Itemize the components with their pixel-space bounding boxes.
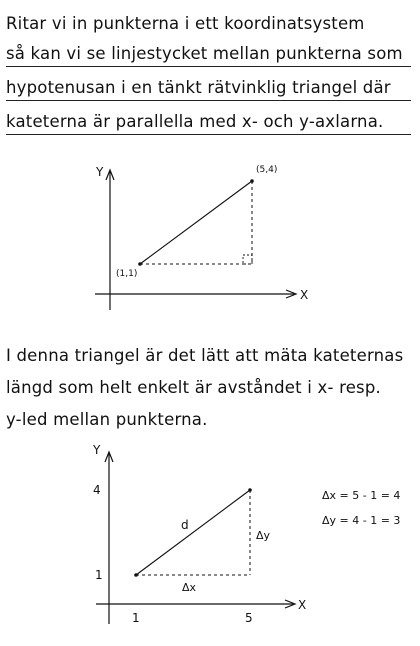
x-axis-label: X [300,288,309,302]
paragraph-2-line-1: I denna triangel är det lätt att mäta kateternas [6,346,404,365]
x-tick-5: 5 [245,611,253,625]
y-axis-label: Y [93,443,101,457]
paragraph-2-line-2: längd som helt enkelt är avståndet i x- resp. [6,378,381,397]
x-tick-1: 1 [132,611,140,625]
paragraph-1-line-2: så kan vi se linjestycket mellan punkterna som [6,44,403,63]
dx-label: Δx [182,581,197,594]
point-b [250,179,254,183]
point-a-label: (1,1) [116,269,138,279]
point-b [248,488,252,492]
paragraph-1-line-1: Ritar vi in punkterna i ett koordinatsystem [6,14,365,33]
paragraph-2-line-3: y-led mellan punkterna. [6,410,208,429]
paragraph-1-line-4: kateterna är parallella med x- och y-axlarna. [6,112,384,131]
point-b-label: (5,4) [256,165,278,175]
paragraph-1-line-3: hypotenusan i en tänkt rätvinklig triangel där [6,78,391,97]
figure-1-coordinate-diagram [0,150,420,320]
hypotenuse [136,490,250,575]
equation-dx: Δx = 5 - 1 = 4 [322,489,401,502]
ruled-line [6,134,411,135]
equation-dy: Δy = 4 - 1 = 3 [322,514,401,527]
point-a [138,262,142,266]
x-axis-label: X [298,598,307,612]
hypotenuse [140,181,252,264]
y-tick-4: 4 [93,483,101,497]
right-angle-marker [243,255,252,264]
ruled-line [6,100,411,101]
ruled-line [6,66,411,67]
point-a [134,573,138,577]
hypotenuse-label: d [181,518,189,532]
dy-label: Δy [256,529,271,542]
y-axis-label: Y [96,165,104,179]
figure-2-coordinate-diagram [0,438,420,638]
y-tick-1: 1 [95,568,103,582]
